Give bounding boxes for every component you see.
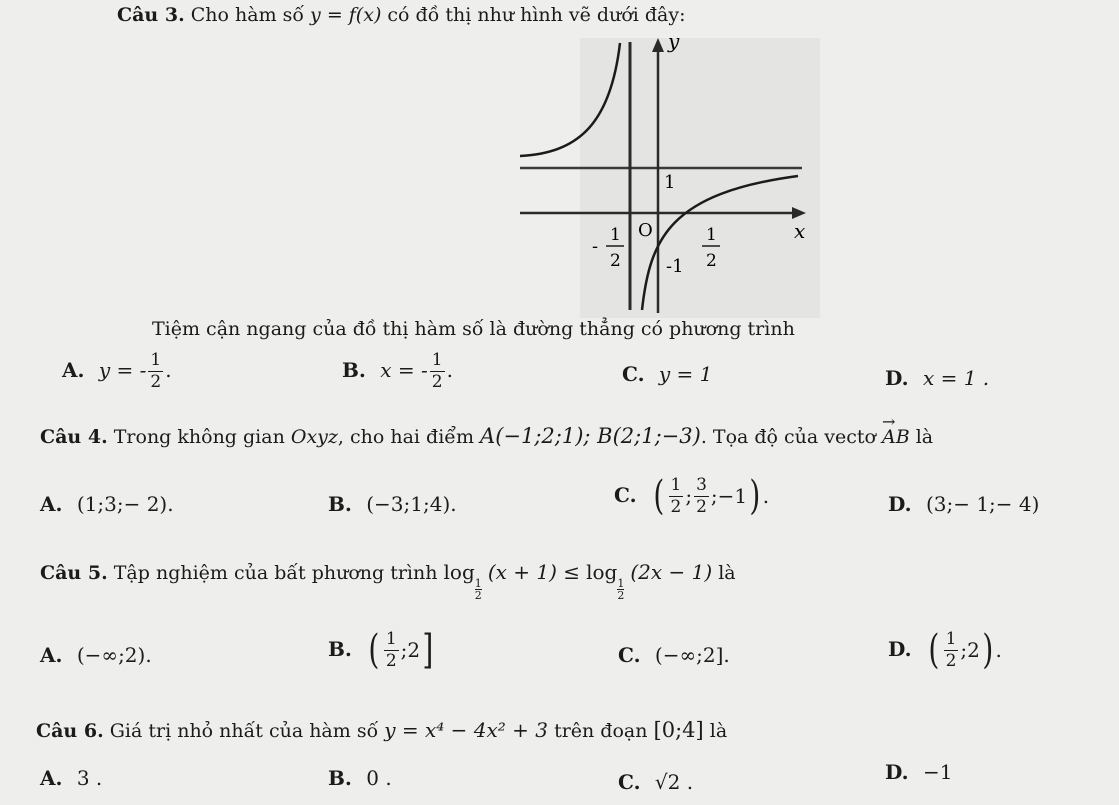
q5-option-c[interactable]: [618, 643, 730, 667]
q6-stem-pre: Giá trị nhỏ nhất của hàm số: [109, 720, 379, 742]
q5-option-d-frac: [944, 628, 959, 671]
q4-option-d-key: D.: [888, 492, 912, 516]
q5-stem-pre: Tập nghiệm của bất phương trình: [113, 562, 438, 584]
tick-neg-one-label: -1: [666, 256, 684, 277]
q4-option-c-sep: ;: [685, 484, 693, 508]
q3-option-b-key: B.: [342, 358, 366, 382]
q3-option-a-post: .: [165, 358, 172, 382]
q6-option-a-key: A.: [40, 766, 63, 790]
q3-option-b[interactable]: [342, 352, 453, 391]
q4-option-a-key: A.: [40, 492, 63, 516]
q4-stem-space: Oxyz: [290, 426, 338, 448]
q5-option-b-key: B.: [328, 636, 352, 661]
q3-option-a-frac: [148, 352, 163, 391]
q6-option-b-text: 0 .: [366, 766, 392, 790]
q3-option-c-key: C.: [622, 362, 645, 386]
q5-option-c-text: (−∞;2].: [654, 643, 730, 667]
q3-option-d-text: x = 1 .: [922, 366, 990, 390]
q4-stem-mid: , cho hai điểm: [337, 426, 474, 448]
q6-stem-mid: trên đoạn: [554, 720, 648, 742]
tick-neghalf-den: 2: [610, 251, 621, 271]
q5-option-b-lparen: (: [368, 627, 380, 673]
q5-option-a-key: A.: [40, 643, 63, 667]
q6-func: y = x⁴ − 4x² + 3: [384, 718, 549, 742]
q6-option-a[interactable]: [40, 766, 102, 790]
q5-option-d-post: .: [995, 638, 1002, 662]
q5-option-b-rbracket: ]: [422, 627, 434, 673]
q5-option-d-rparen: ): [982, 627, 994, 673]
tick-one-label: 1: [664, 172, 676, 193]
q5-option-d-den: 2: [945, 650, 957, 671]
q5-base-rhs-num: 1: [617, 577, 625, 590]
q4-option-b-text: (−3;1;4).: [366, 492, 457, 516]
q4-option-a[interactable]: [40, 492, 174, 516]
q5-lhs-arg: (x + 1) ≤: [487, 560, 581, 584]
q4-stem-pre: Trong không gian: [113, 426, 285, 448]
q6-option-b-key: B.: [328, 766, 352, 790]
q5-rhs-arg: (2x − 1): [630, 560, 713, 584]
q5-base-rhs: [617, 578, 624, 601]
q6-option-b[interactable]: [328, 766, 392, 790]
q5-option-d-num: 1: [945, 628, 957, 649]
q5-option-b[interactable]: [328, 627, 436, 673]
tick-half-den: 2: [706, 251, 717, 271]
q3-option-b-den: 2: [431, 372, 443, 392]
q4-option-c-n2: 3: [696, 474, 707, 495]
q3-option-b-num: 1: [431, 350, 443, 370]
q4-option-b[interactable]: [328, 492, 457, 516]
q5-option-c-key: C.: [618, 643, 641, 667]
x-axis-label: x: [794, 219, 806, 243]
tick-neghalf-sign: -: [592, 236, 599, 257]
origin-label: O: [638, 220, 653, 241]
q5-option-b-rest: ;2: [400, 638, 421, 662]
q5-base-lhs-den: 2: [474, 589, 482, 602]
q5-option-b-num: 1: [385, 628, 397, 649]
q3-option-c-text: y = 1: [658, 362, 713, 386]
q5-base-lhs: [475, 578, 482, 601]
q5-stem-end: là: [718, 562, 736, 584]
q3-option-a-num: 1: [150, 350, 162, 370]
q5-option-d-key: D.: [888, 636, 912, 661]
q4-stem-points: A(−1;2;1); B(2;1;−3): [480, 424, 701, 448]
y-axis-label: y: [668, 29, 680, 53]
q5-option-a-text: (−∞;2).: [76, 643, 152, 667]
q3-option-a-pre: y = -: [98, 358, 147, 382]
q3-option-b-pre: x = -: [380, 358, 428, 382]
q6-label: Câu 6.: [36, 720, 104, 742]
q5-log-lhs: log: [443, 560, 475, 584]
q6-interval: [0;4]: [653, 718, 704, 742]
q6-option-d[interactable]: [885, 760, 952, 784]
q4-option-c-rparen: ): [749, 473, 761, 519]
q3-option-a[interactable]: [62, 352, 172, 391]
q4-option-c-d1: 2: [670, 496, 682, 517]
q4-option-c-n1: 1: [670, 474, 682, 495]
q3-question: Tiệm cận ngang của đồ thị hàm số là đường thẳng có phương trình: [152, 318, 795, 340]
q6-stem-end: là: [709, 720, 728, 742]
q6-option-d-key: D.: [885, 760, 909, 784]
q4-stem: [40, 424, 933, 448]
q4-option-c-d2: 2: [696, 496, 707, 517]
q4-option-a-text: (1;3;− 2).: [76, 492, 174, 516]
q4-option-b-key: B.: [328, 492, 352, 516]
q3-option-d-key: D.: [885, 366, 909, 390]
q6-stem: [36, 718, 727, 742]
q4-option-c-post: .: [762, 484, 770, 508]
q5-log-rhs: log: [586, 560, 618, 584]
q3-stem-post: có đồ thị như hình vẽ dưới đây:: [387, 4, 686, 26]
q6-option-a-text: 3 .: [76, 766, 103, 790]
tick-neghalf-num: 1: [610, 225, 621, 245]
q4-option-d[interactable]: [888, 492, 1039, 516]
q5-option-d-lparen: (: [928, 627, 940, 673]
q4-option-d-text: (3;− 1;− 4): [925, 492, 1040, 516]
q4-stem-vector: → AB: [882, 426, 910, 448]
q5-option-a[interactable]: [40, 643, 152, 667]
q3-option-a-den: 2: [150, 372, 162, 392]
q3-option-a-key: A.: [62, 358, 85, 382]
q6-option-c[interactable]: [618, 770, 693, 794]
q4-stem-end: là: [915, 426, 934, 448]
q5-base-rhs-den: 2: [617, 589, 625, 602]
q4-label: Câu 4.: [40, 426, 108, 448]
q3-stem-pre: Cho hàm số: [190, 4, 304, 26]
q4-option-c-frac1: [669, 474, 684, 517]
q3-graph: [520, 28, 820, 318]
q4-option-c[interactable]: [614, 473, 770, 519]
q4-option-c-frac2: [694, 474, 709, 517]
q5-option-b-frac: [384, 628, 399, 671]
q4-option-c-lparen: (: [653, 473, 665, 519]
q5-stem: [40, 560, 736, 602]
tick-half-num: 1: [706, 225, 717, 245]
q4-option-c-key: C.: [614, 482, 637, 507]
q4-option-c-rest: ;−1: [710, 484, 748, 508]
q6-option-c-key: C.: [618, 770, 641, 794]
q3-option-b-post: .: [446, 358, 453, 382]
q6-option-d-text: −1: [922, 760, 953, 784]
q5-label: Câu 5.: [40, 562, 108, 584]
q5-option-d-rest: ;2: [960, 638, 980, 662]
q3-stem-func: y = f(x): [310, 4, 382, 26]
q3-option-c[interactable]: [622, 362, 712, 386]
q6-option-c-text: √2 .: [654, 770, 694, 794]
q4-stem-post: . Tọa độ của vectơ: [700, 426, 876, 448]
q3-label: Câu 3.: [117, 4, 185, 26]
q5-base-lhs-num: 1: [474, 577, 482, 590]
q3-option-d[interactable]: [885, 366, 989, 390]
q5-option-b-den: 2: [385, 650, 397, 671]
q3-option-b-frac: [430, 352, 445, 391]
q5-option-d[interactable]: [888, 627, 1002, 673]
q3-stem: [117, 4, 686, 26]
